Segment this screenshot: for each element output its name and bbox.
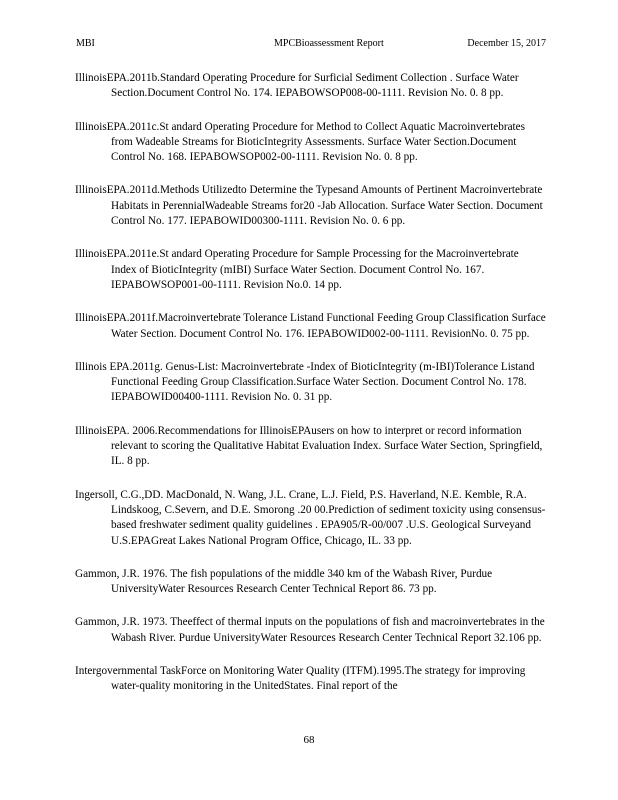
reference-entry: Gammon, J.R. 1973. Theeffect of thermal inputs on the populations of fish and macroinvertebrates in the Wabash River. Purdue UniversityWater Resources Research Center Technical Report 32.106 pp.: [75, 616, 545, 644]
reference-entry: Illinois EPA.2011g. Genus-List: Macroinvertebrate -Index of BioticIntegrity (m-IBI)Tolerance Listand Functional Feeding Group Classification.Surface Water Section. Document Control No. 178. IEPABOWID00400-1111. Revision No. 0. 31 pp.: [75, 360, 535, 404]
reference-entry: IllinoisEPA.2011b.Standard Operating Procedure for Surficial Sediment Collection . Surface Water Section.Document Control No. 174. IEPABOWSOP008-00-1111. Revision No. 0. 8 pp.: [75, 72, 519, 100]
reference-entry: IllinoisEPA. 2006.Recommendations for IllinoisEPAusers on how to interpret or record information relevant to scoring the Qualitative Habitat Evaluation Index. Surface Water Section, Springfield, IL. 8 pp.: [75, 424, 543, 468]
reference-entry: IllinoisEPA.2011d.Methods Utilizedto Determine the Typesand Amounts of Pertinent Macroinvertebrate Habitats in PerennialWadeable Streams for20 -Jab Allocation. Surface Water Section. Document Control No. 177. IEPABOWID00300-1111. Revision No. 0. 6 pp.: [75, 184, 543, 228]
reference-entry: IllinoisEPA.2011f.Macroinvertebrate Tolerance Listand Functional Feeding Group Classification Surface Water Section. Document Control No. 176. IEPABOWID002-00-1111. RevisionNo. 0. 75 pp.: [75, 312, 546, 340]
reference-entry: Intergovernmental TaskForce on Monitoring Water Quality (ITFM).1995.The strategy for improving water-quality monitoring in the UnitedStates. Final report of the: [75, 665, 526, 693]
reference-entry: Ingersoll, C.G.,DD. MacDonald, N. Wang, J.L. Crane, L.J. Field, P.S. Haverland, N.E. Kemble, R.A. Lindskoog, C.Severn, and D.E. Smorong .20 00.Prediction of sediment toxicity using consensus-based freshwater sediment quality guidelines . EPA905/R-00/007 .U.S. Geological Surveyand U.S.EPAGreat Lakes National Program Office, Chicago, IL. 33 pp.: [75, 488, 546, 547]
page-number: 68: [303, 734, 315, 746]
header-report-title: MPCBioassessment Report: [274, 38, 384, 49]
page-header: [76, 37, 546, 51]
reference-list: [75, 71, 547, 713]
reference-entry: IllinoisEPA.2011e.St andard Operating Procedure for Sample Processing for the Macroinvertebrate Index of BioticIntegrity (mIBI) Surface Water Section. Document Control No. 167. IEPABOWSOP001-00-1111. Revision No.0. 14 pp.: [75, 248, 519, 291]
reference-entry: Gammon, J.R. 1976. The fish populations of the middle 340 km of the Wabash River, Purdue UniversityWater Resources Research Center Technical Report 86. 73 pp.: [75, 567, 493, 596]
header-date: December 15, 2017: [467, 38, 546, 49]
reference-entry: IllinoisEPA.2011c.St andard Operating Procedure for Method to Collect Aquatic Macroinvertebrates from Wadeable Streams for BioticIntegrity Assessments. Surface Water Section.Document Control No. 168. IEPABOWSOP002-00-1111. Revision No. 0. 8 pp.: [75, 120, 525, 164]
header-organization: MBI: [76, 38, 95, 49]
